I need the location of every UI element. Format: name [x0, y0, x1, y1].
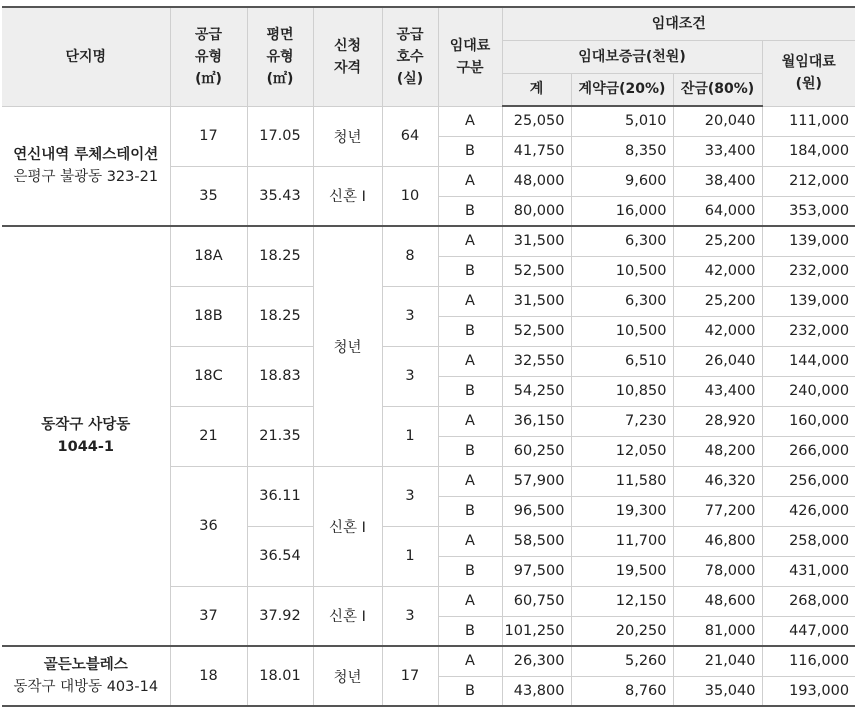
down-payment-cell: 20,250	[571, 616, 673, 646]
rental-class-cell: B	[438, 676, 502, 706]
deposit-total-cell: 52,500	[502, 316, 571, 346]
complex-name: 연신내역 루체스테이션	[13, 146, 159, 163]
table-row	[2, 106, 855, 136]
deposit-total-cell: 26,300	[502, 646, 571, 676]
floor-type-cell: 18.83	[247, 346, 313, 406]
balance-cell: 78,000	[673, 556, 762, 586]
down-payment-cell: 6,510	[571, 346, 673, 376]
monthly-rent-cell: 268,000	[762, 586, 855, 616]
monthly-rent-cell: 240,000	[762, 376, 855, 406]
balance-cell: 46,800	[673, 526, 762, 556]
monthly-rent-cell: 139,000	[762, 286, 855, 316]
qualification-cell: 청년	[313, 106, 382, 166]
rental-conditions-table	[2, 6, 855, 707]
monthly-rent-cell: 232,000	[762, 316, 855, 346]
balance-cell: 25,200	[673, 286, 762, 316]
monthly-rent-cell: 144,000	[762, 346, 855, 376]
down-payment-cell: 6,300	[571, 226, 673, 256]
deposit-total-cell: 43,800	[502, 676, 571, 706]
supply-type-cell: 37	[170, 586, 247, 646]
down-payment-cell: 12,050	[571, 436, 673, 466]
down-payment-cell: 6,300	[571, 286, 673, 316]
rental-class-cell: B	[438, 196, 502, 226]
down-payment-cell: 9,600	[571, 166, 673, 196]
down-payment-cell: 8,350	[571, 136, 673, 166]
balance-cell: 20,040	[673, 106, 762, 136]
header-qualification: 신청 자격	[313, 7, 382, 106]
rental-class-cell: A	[438, 106, 502, 136]
monthly-rent-cell: 256,000	[762, 466, 855, 496]
deposit-total-cell: 52,500	[502, 256, 571, 286]
supply-units-cell: 3	[382, 586, 438, 646]
qualification-cell: 신혼 I	[313, 466, 382, 586]
deposit-total-cell: 60,250	[502, 436, 571, 466]
deposit-total-cell: 101,250	[502, 616, 571, 646]
monthly-rent-cell: 212,000	[762, 166, 855, 196]
complex-name-cell	[2, 646, 170, 706]
rental-class-cell: B	[438, 556, 502, 586]
down-payment-cell: 19,300	[571, 496, 673, 526]
down-payment-cell: 12,150	[571, 586, 673, 616]
monthly-rent-cell: 266,000	[762, 436, 855, 466]
monthly-rent-cell: 447,000	[762, 616, 855, 646]
down-payment-cell: 19,500	[571, 556, 673, 586]
rental-class-cell: A	[438, 286, 502, 316]
floor-type-cell: 37.92	[247, 586, 313, 646]
supply-units-cell: 3	[382, 346, 438, 406]
header-balance: 잔금(80%)	[673, 73, 762, 106]
deposit-total-cell: 54,250	[502, 376, 571, 406]
header-deposit: 임대보증금(천원)	[502, 40, 762, 73]
rental-class-cell: B	[438, 256, 502, 286]
balance-cell: 46,320	[673, 466, 762, 496]
supply-type-cell: 36	[170, 466, 247, 586]
floor-type-cell: 17.05	[247, 106, 313, 166]
rental-class-cell: A	[438, 466, 502, 496]
floor-type-cell: 36.11	[247, 466, 313, 526]
down-payment-cell: 11,700	[571, 526, 673, 556]
table-row	[2, 646, 855, 676]
monthly-rent-cell: 160,000	[762, 406, 855, 436]
floor-type-cell: 18.25	[247, 286, 313, 346]
rental-class-cell: A	[438, 406, 502, 436]
supply-type-cell: 18C	[170, 346, 247, 406]
supply-units-cell: 1	[382, 526, 438, 586]
supply-units-cell: 1	[382, 406, 438, 466]
complex-name-cell	[2, 106, 170, 226]
qualification-cell: 청년	[313, 646, 382, 706]
down-payment-cell: 5,010	[571, 106, 673, 136]
complex-address: 은평구 불광동 323-21	[13, 168, 159, 185]
supply-units-cell: 64	[382, 106, 438, 166]
monthly-rent-cell: 431,000	[762, 556, 855, 586]
rental-class-cell: B	[438, 496, 502, 526]
balance-cell: 35,040	[673, 676, 762, 706]
balance-cell: 42,000	[673, 256, 762, 286]
monthly-rent-cell: 353,000	[762, 196, 855, 226]
supply-type-cell: 21	[170, 406, 247, 466]
down-payment-cell: 11,580	[571, 466, 673, 496]
rental-class-cell: B	[438, 136, 502, 166]
monthly-rent-cell: 116,000	[762, 646, 855, 676]
deposit-total-cell: 97,500	[502, 556, 571, 586]
header-monthly-rent: 월임대료 (원)	[762, 40, 855, 106]
rental-class-cell: B	[438, 316, 502, 346]
qualification-cell: 신혼 I	[313, 166, 382, 226]
deposit-total-cell: 58,500	[502, 526, 571, 556]
supply-units-cell: 3	[382, 466, 438, 526]
floor-type-cell: 35.43	[247, 166, 313, 226]
down-payment-cell: 8,760	[571, 676, 673, 706]
balance-cell: 33,400	[673, 136, 762, 166]
floor-type-cell: 18.25	[247, 226, 313, 286]
monthly-rent-cell: 184,000	[762, 136, 855, 166]
table-body	[2, 106, 855, 706]
balance-cell: 81,000	[673, 616, 762, 646]
down-payment-cell: 7,230	[571, 406, 673, 436]
rental-class-cell: A	[438, 586, 502, 616]
balance-cell: 77,200	[673, 496, 762, 526]
complex-name-cell	[2, 226, 170, 646]
header-floor-type: 평면 유형 (㎡)	[247, 7, 313, 106]
rental-class-cell: B	[438, 436, 502, 466]
balance-cell: 48,200	[673, 436, 762, 466]
header-down-payment: 계약금(20%)	[571, 73, 673, 106]
deposit-total-cell: 60,750	[502, 586, 571, 616]
down-payment-cell: 5,260	[571, 646, 673, 676]
monthly-rent-cell: 232,000	[762, 256, 855, 286]
table-header	[2, 7, 855, 106]
down-payment-cell: 16,000	[571, 196, 673, 226]
complex-address: 동작구 대방동 403-14	[13, 679, 159, 695]
deposit-total-cell: 48,000	[502, 166, 571, 196]
balance-cell: 42,000	[673, 316, 762, 346]
deposit-total-cell: 57,900	[502, 466, 571, 496]
down-payment-cell: 10,500	[571, 256, 673, 286]
deposit-total-cell: 96,500	[502, 496, 571, 526]
complex-name: 동작구 사당동 1044-1	[41, 417, 131, 455]
deposit-total-cell: 32,550	[502, 346, 571, 376]
floor-type-cell: 21.35	[247, 406, 313, 466]
header-deposit-total: 계	[502, 73, 571, 106]
rental-class-cell: A	[438, 526, 502, 556]
qualification-cell: 청년	[313, 226, 382, 466]
deposit-total-cell: 31,500	[502, 226, 571, 256]
rental-class-cell: A	[438, 346, 502, 376]
monthly-rent-cell: 426,000	[762, 496, 855, 526]
rental-class-cell: A	[438, 226, 502, 256]
deposit-total-cell: 25,050	[502, 106, 571, 136]
rental-class-cell: A	[438, 166, 502, 196]
balance-cell: 38,400	[673, 166, 762, 196]
balance-cell: 25,200	[673, 226, 762, 256]
deposit-total-cell: 36,150	[502, 406, 571, 436]
supply-units-cell: 17	[382, 646, 438, 706]
supply-units-cell: 10	[382, 166, 438, 226]
header-supply-type: 공급 유형 (㎡)	[170, 7, 247, 106]
balance-cell: 64,000	[673, 196, 762, 226]
header-rental-conditions: 임대조건	[502, 7, 855, 40]
deposit-total-cell: 31,500	[502, 286, 571, 316]
header-rental-class: 임대료 구분	[438, 7, 502, 106]
header-supply-units: 공급 호수 (실)	[382, 7, 438, 106]
floor-type-cell: 36.54	[247, 526, 313, 586]
balance-cell: 26,040	[673, 346, 762, 376]
supply-type-cell: 35	[170, 166, 247, 226]
monthly-rent-cell: 139,000	[762, 226, 855, 256]
rental-class-cell: B	[438, 376, 502, 406]
balance-cell: 43,400	[673, 376, 762, 406]
qualification-cell: 신혼 I	[313, 586, 382, 646]
down-payment-cell: 10,500	[571, 316, 673, 346]
supply-type-cell: 18B	[170, 286, 247, 346]
rental-class-cell: A	[438, 646, 502, 676]
table-row	[2, 226, 855, 256]
deposit-total-cell: 41,750	[502, 136, 571, 166]
monthly-rent-cell: 111,000	[762, 106, 855, 136]
supply-type-cell: 18A	[170, 226, 247, 286]
supply-units-cell: 3	[382, 286, 438, 346]
down-payment-cell: 10,850	[571, 376, 673, 406]
complex-name: 골든노블레스	[43, 657, 128, 673]
deposit-total-cell: 80,000	[502, 196, 571, 226]
supply-type-cell: 17	[170, 106, 247, 166]
supply-type-cell: 18	[170, 646, 247, 706]
header-complex-name: 단지명	[2, 7, 170, 106]
balance-cell: 21,040	[673, 646, 762, 676]
monthly-rent-cell: 193,000	[762, 676, 855, 706]
balance-cell: 28,920	[673, 406, 762, 436]
balance-cell: 48,600	[673, 586, 762, 616]
floor-type-cell: 18.01	[247, 646, 313, 706]
monthly-rent-cell: 258,000	[762, 526, 855, 556]
supply-units-cell: 8	[382, 226, 438, 286]
rental-class-cell: B	[438, 616, 502, 646]
